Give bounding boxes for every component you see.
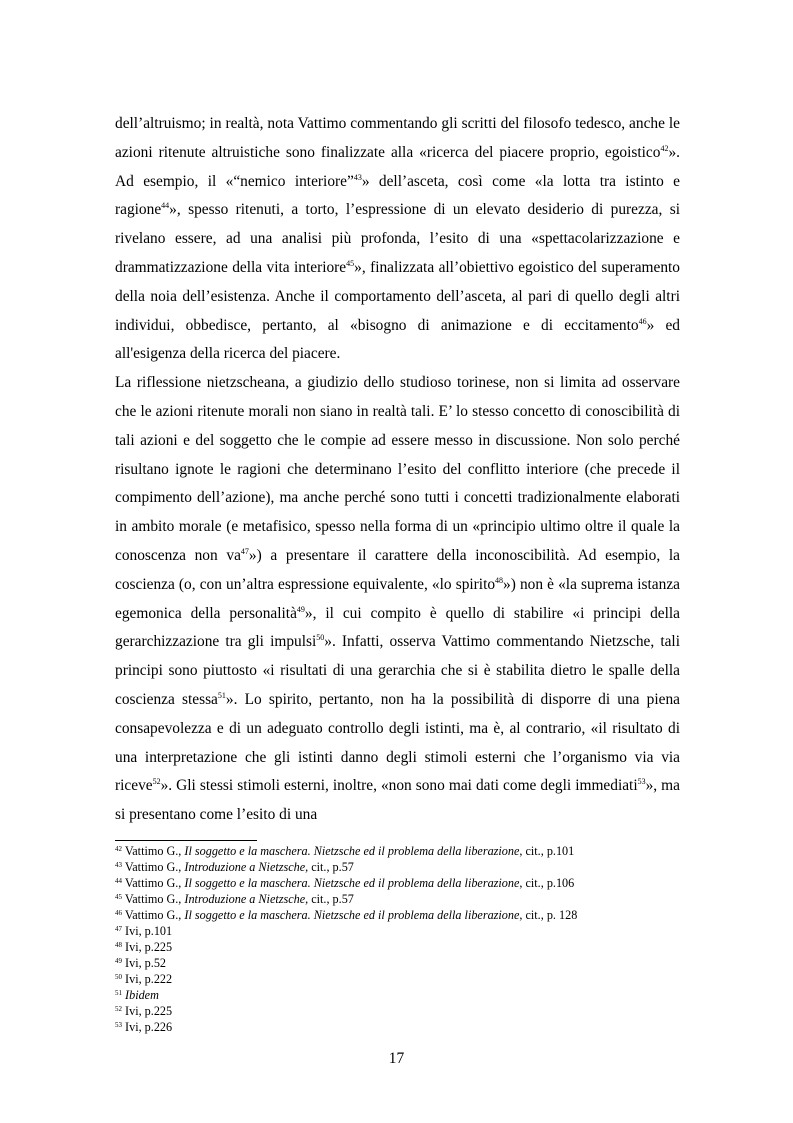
footnote-text: Vattimo G., [122, 876, 185, 890]
footnote-text: Ivi, p.225 [122, 1004, 173, 1018]
footnote [115, 875, 685, 891]
footnote-ref: 53 [637, 777, 646, 787]
footnote-ref: 43 [353, 172, 362, 182]
footnote-number: 42 [115, 845, 122, 853]
text-run: », ma si presentano come l’esito di una [115, 777, 680, 824]
footnote-title: Introduzione a Nietzsche [184, 892, 306, 906]
footnote-number: 50 [115, 973, 122, 981]
footnote-number: 47 [115, 925, 122, 933]
page-number: 17 [388, 1050, 405, 1067]
footnote-number: 53 [115, 1021, 122, 1029]
text-run: ». Ad esempio, il «“nemico interiore” [115, 143, 680, 190]
footnotes [115, 843, 685, 1035]
footnote [115, 907, 685, 923]
footnote-ref: 44 [161, 201, 170, 211]
footnote-text: Ivi, p.226 [122, 1020, 173, 1034]
footnote [115, 859, 685, 875]
footnote-number: 43 [115, 861, 122, 869]
footnote-title: Il soggetto e la maschera. Nietzsche ed il problema della liberazione [184, 844, 520, 858]
footnote [115, 1019, 685, 1035]
footnote-ref: 45 [346, 258, 355, 268]
footnote-number: 45 [115, 893, 122, 901]
text-run: ». Lo spirito, pertanto, non ha la possibilità di disporre di una piena consapevolezza e di un adeguato controllo degli istinti, ma è, al contrario, «il risultato di una interpretazione che gli istinti danno degli stimoli esterni che l’organismo via via riceve [115, 690, 681, 795]
footnote-text: Ivi, p.52 [122, 956, 167, 970]
footnote [115, 971, 685, 987]
footnote-text: , cit., p.57 [305, 892, 354, 906]
footnote-number: 46 [115, 909, 122, 917]
footnote [115, 1003, 685, 1019]
text-run: ». Gli stessi stimoli esterni, inoltre, «non sono mai dati come degli immediati [160, 777, 638, 795]
footnote-divider [115, 840, 257, 841]
footnote-text: Vattimo G., [122, 860, 185, 874]
footnote-text: Vattimo G., [122, 908, 185, 922]
footnote-ref: 48 [495, 575, 504, 585]
footnote-number: 51 [115, 989, 122, 997]
footnote [115, 987, 685, 1003]
footnote [115, 955, 685, 971]
text-run: », spesso ritenuti, a torto, l’espressione di un elevato desiderio di purezza, si rivelano essere, ad una analisi più profonda, l’esito di una «spettacolarizzazione e drammatizzazione della vita interiore [115, 201, 680, 276]
footnote [115, 843, 685, 859]
footnote-text: Vattimo G., [122, 892, 185, 906]
text-run: », finalizzata all’obiettivo egoistico del superamento della noia dell’esistenza. Anche il comportamento dell’asceta, al pari di quello degli altri individui, obbedisce, pertanto, al «bisogno di animazione e di eccitamento [115, 258, 681, 334]
footnote-title: Il soggetto e la maschera. Nietzsche ed il problema della liberazione [184, 876, 520, 890]
footnote-ref: 52 [152, 777, 161, 787]
text-run: » dell’asceta, così come «la lotta tra istinto e ragione [115, 172, 680, 219]
text-run: La riflessione nietzscheana, a giudizio dello studioso torinese, non si limita ad osservare che le azioni ritenute morali non siano in realtà tali. E’ lo stesso concetto di conoscibilità di tali azioni e del soggetto che le compie ad essere messo in discussione. Non solo perché risultano ignote le ragioni che determinano l’esito del conflitto interiore (che precede il compimento dell’azione), ma anche perché sono tutti i concetti tradizionalmente elaborati in ambito morale (e metafisico, spesso nella forma di un «principio ultimo oltre il quale la conoscenza non va [115, 374, 680, 564]
footnote-ref: 46 [638, 316, 647, 326]
footnote [115, 891, 685, 907]
footnote-number: 49 [115, 957, 122, 965]
footnote-text: Ivi, p.101 [122, 924, 173, 938]
footnote-text: Vattimo G., [122, 844, 185, 858]
paragraph [115, 369, 680, 830]
footnote [115, 923, 685, 939]
footnote-ref: 50 [316, 633, 325, 643]
footnote-ref: 42 [660, 143, 669, 153]
footnote-number: 44 [115, 877, 122, 885]
text-run: ». Infatti, osserva Vattimo commentando Nietzsche, tali principi sono piuttosto «i risultati di una gerarchia che si è stabilita dietro le spalle della coscienza stessa [115, 633, 680, 708]
footnote-title: Il soggetto e la maschera. Nietzsche ed il problema della liberazione [184, 908, 520, 922]
text-run: dell’altruismo; in realtà, nota Vattimo commentando gli scritti del filosofo tedesco, anche le azioni ritenute altruistiche sono finalizzate alla «ricerca del piacere proprio, egoistico [115, 115, 680, 161]
text-run: », il cui compito è quello di stabilire «i principi della gerarchizzazione tra gli impulsi [115, 604, 680, 651]
footnote-text: , cit., p.101 [519, 844, 575, 858]
footnote-text: Ivi, p.222 [122, 972, 173, 986]
footnote [115, 939, 685, 955]
text-run: ») a presentare il carattere della inconoscibilità. Ad esempio, la coscienza (o, con un’altra espressione equivalente, «lo spirito [115, 546, 680, 593]
footnote-title: Ibidem [125, 988, 159, 1002]
footnote-text: Ivi, p.225 [122, 940, 173, 954]
footnote-text: , cit., p.57 [305, 860, 354, 874]
footnote-text: , cit., p. 128 [519, 908, 578, 922]
footnote-ref: 51 [217, 690, 226, 700]
footnote-number: 48 [115, 941, 122, 949]
footnote-text: , cit., p.106 [519, 876, 575, 890]
text-run: » ed all'esigenza della ricerca del piacere. [115, 316, 680, 363]
footnote-ref: 49 [296, 604, 305, 614]
footnote-number: 52 [115, 1005, 122, 1013]
footnote-title: Introduzione a Nietzsche [184, 860, 306, 874]
body-text [115, 110, 680, 830]
text-run: ») non è «la suprema istanza egemonica della personalità [115, 575, 680, 622]
footnote-ref: 47 [240, 546, 249, 556]
paragraph [115, 110, 680, 369]
